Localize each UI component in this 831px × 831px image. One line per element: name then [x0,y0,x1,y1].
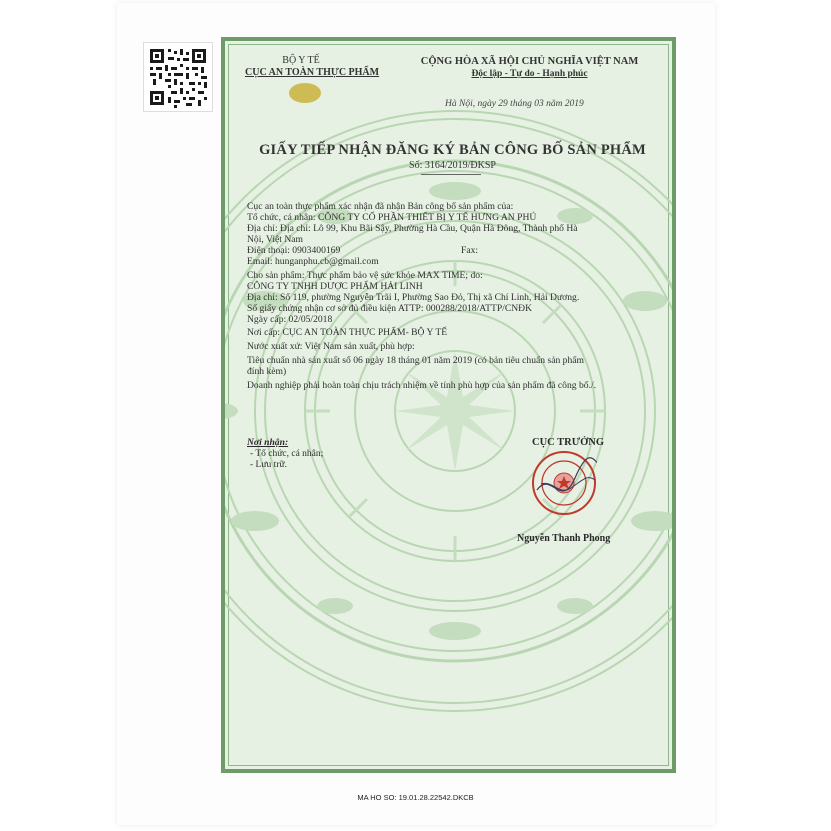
national-header [397,55,662,81]
issue-date: Hà Nội, ngày 29 tháng 03 năm 2019 [445,99,584,109]
dossier-code: MA HO SO: 19.01.28.22542.DKCB [357,793,474,802]
recipients-title: Nơi nhận: [247,437,289,448]
document-title: GIẤY TIẾP NHẬN ĐĂNG KÝ BẢN CÔNG BỐ SẢN PHẨM [259,142,646,158]
recipient-item: - Tổ chức, cá nhân; [250,449,324,459]
issuer-header [245,55,380,79]
product-line: Cho sản phẩm: Thực phẩm bảo vệ sức khỏe MAX TIME; do: [247,270,483,281]
official-seal [531,450,597,516]
ministry-name: BỘ Y TẾ [282,55,320,66]
republic-name: CỘNG HÒA XÃ HỘI CHỦ NGHĨA VIỆT NAM [420,56,639,67]
signer-name: Nguyễn Thanh Phong [517,533,611,544]
signer-role: CỤC TRƯỞNG [532,437,605,448]
document-number: Số: 3164/2019/ĐKSP [409,160,496,171]
number-underline [421,174,481,175]
fax-line: Fax: [461,245,479,256]
standard-line-2: đính kèm) [247,366,287,377]
agency-name: CỤC AN TOÀN THỰC PHẨM [245,67,380,78]
issuer-line: Nơi cấp: CỤC AN TOÀN THỰC PHẨM- BỘ Y TẾ [247,327,448,338]
responsibility-line: Doanh nghiệp phải hoàn toàn chịu trách nhiệm về tính phù hợp của sản phẩm đã công bố./. [247,380,597,391]
phone-line: Điện thoại: 0903400169 [247,245,341,256]
certificate-number-line: Số giấy chứng nhận cơ sở đủ điều kiện ATTP: 000288/2018/ATTP/CNĐK [247,303,533,314]
qr-code [143,42,213,112]
maker-address-line: Địa chỉ: Số 119, phường Nguyễn Trãi I, Phường Sao Đỏ, Thị xã Chí Linh, Hải Dương. [247,292,580,303]
issue-date-line: Ngày cấp: 02/05/2018 [247,314,333,325]
standard-line-1: Tiêu chuẩn nhà sản xuất số 06 ngày 18 tháng 01 năm 2019 (có bản tiêu chuẩn sản phẩm [247,355,584,366]
intro-line: Cục an toàn thực phẩm xác nhận đã nhận Bản công bố sản phẩm của: [247,201,514,212]
recipient-item: - Lưu trữ. [250,460,287,470]
origin-line: Nước xuất xứ: Việt Nam sản xuất, phù hợp: [247,341,415,352]
agency-logo [289,83,321,103]
address-line-2: Nội, Việt Nam [247,234,304,245]
national-motto: Độc lập - Tự do - Hạnh phúc [471,69,588,79]
email-line: Email: hunganphu.cb@gmail.com [247,256,379,267]
organization-line: Tổ chức, cá nhân: CÔNG TY CỔ PHẦN THIẾT BỊ Y TẾ HƯNG AN PHÚ [247,212,537,223]
address-line-1: Địa chỉ: Địa chỉ: Lô 99, Khu Bãi Sậy, Phường Hà Cầu, Quận Hà Đông, Thành phố Hà [247,223,578,234]
certificate [221,37,676,773]
maker-line: CÔNG TY TNHH DƯỢC PHẨM HẢI LINH [247,281,423,292]
